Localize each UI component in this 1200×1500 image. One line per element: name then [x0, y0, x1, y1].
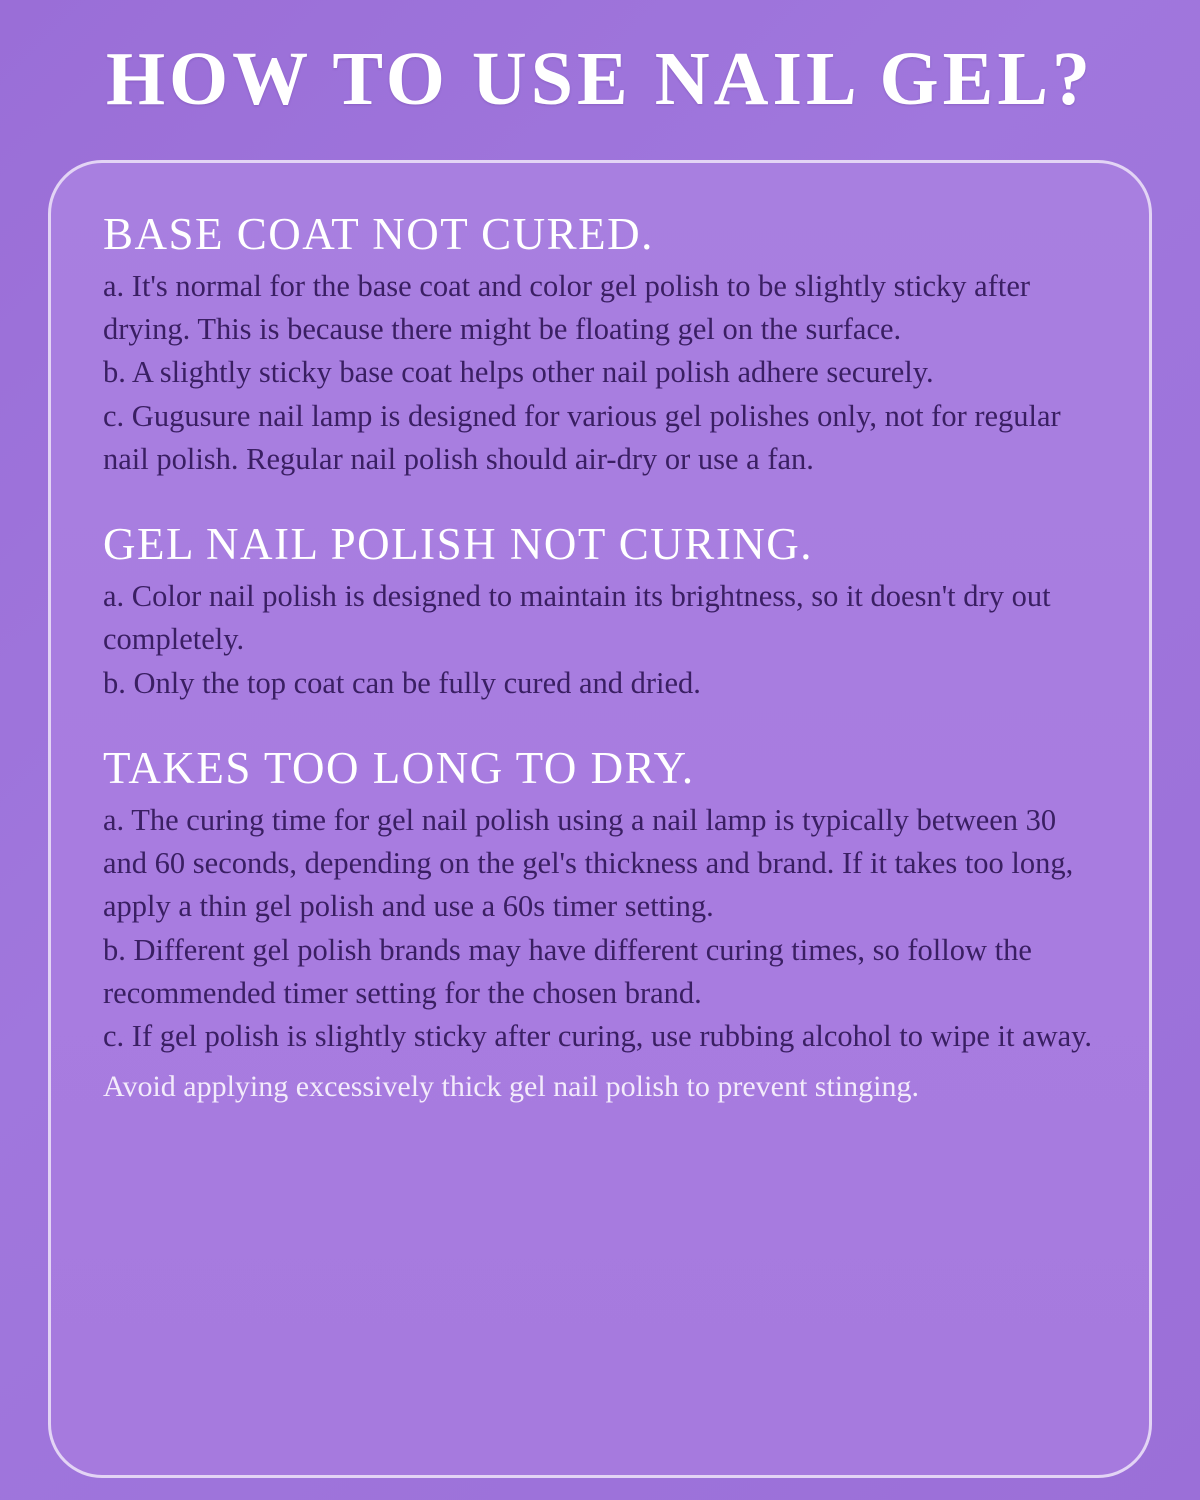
section-heading: GEL NAIL POLISH NOT CURING.: [103, 519, 814, 570]
section-gel-nail-polish-not-curing: [103, 519, 1097, 705]
section-item: c. If gel polish is slightly sticky after curing, use rubbing alcohol to wipe it away.: [103, 1019, 1093, 1054]
section-base-coat-not-cured: [103, 209, 1097, 481]
section-item: b. A slightly sticky base coat helps other nail polish adhere securely.: [103, 355, 934, 390]
section-item: b. Only the top coat can be fully cured and dried.: [103, 665, 701, 700]
section-heading: TAKES TOO LONG TO DRY.: [103, 742, 695, 793]
section-item: b. Different gel polish brands may have different curing times, so follow the recommended timer setting for the chosen brand.: [103, 932, 1032, 1010]
section-takes-too-long-to-dry: [103, 743, 1097, 1059]
page-title: HOW TO USE NAIL GEL?: [105, 37, 1095, 121]
section-item: c. Gugusure nail lamp is designed for various gel polishes only, not for regular nail polish. Regular nail polish should air-dry or use a fan.: [103, 398, 1061, 476]
section-item: a. The curing time for gel nail polish using a nail lamp is typically between 30 and 60 seconds, depending on the gel's thickness and brand. If it takes too long, apply a thin gel polish and use a 60s timer setting.: [103, 802, 1074, 924]
section-item: a. It's normal for the base coat and color gel polish to be slightly sticky after drying. This is because there might be floating gel on the surface.: [103, 268, 1031, 347]
section-item: a. Color nail polish is designed to maintain its brightness, so it doesn't dry out completely.: [103, 578, 1051, 657]
section-heading: BASE COAT NOT CURED.: [103, 209, 654, 259]
footer-note: Avoid applying excessively thick gel nail polish to prevent stinging.: [103, 1070, 919, 1104]
content-card: [48, 160, 1152, 1478]
